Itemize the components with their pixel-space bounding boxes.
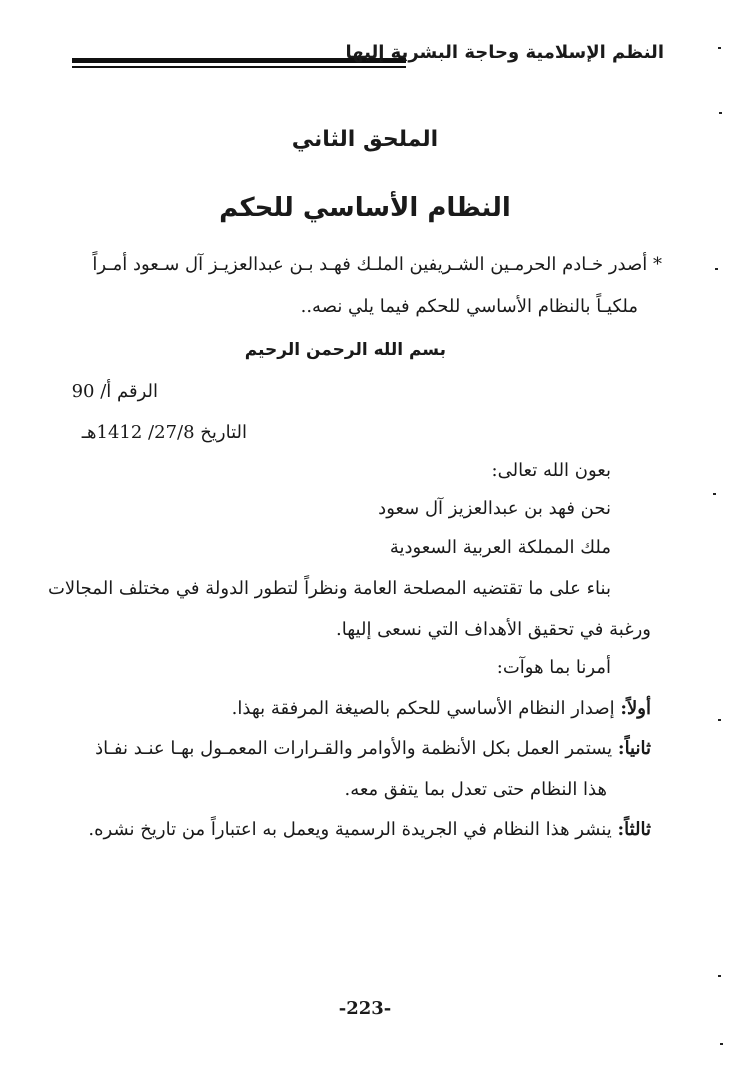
article-2 (95, 738, 651, 759)
margin-mark (718, 975, 721, 977)
header-rule-thin (72, 66, 406, 68)
margin-mark (720, 1043, 723, 1045)
article-2-text: يستمر العمل بكل الأنظمة والأوامر والقـرارات المعمـول بهـا عنـد نفـاذ (95, 738, 618, 759)
running-header (72, 40, 664, 80)
bismillah: بسم الله الرحمن الرحيم (244, 340, 446, 360)
page-number: -223- (338, 998, 392, 1019)
decree-date: التاريخ 27/8/ 1412هـ (81, 422, 247, 443)
preamble-line-1: بعون الله تعالى: (491, 460, 611, 481)
margin-mark (718, 47, 721, 49)
margin-mark (715, 268, 718, 270)
system-title: النظام الأساسي للحكم (219, 193, 511, 223)
preamble-line-6: أمرنا بما هوآت: (496, 657, 611, 678)
article-3-text: ينشر هذا النظام في الجريدة الرسمية ويعمل به اعتباراً من تاريخ نشره. (88, 819, 618, 840)
intro-line-2: ملكيـاً بالنظام الأساسي للحكم فيما يلي نصه.. (300, 296, 638, 317)
preamble-line-5: ورغبة في تحقيق الأهداف التي نسعى إليها. (336, 619, 651, 640)
article-2-label: ثانياً: (617, 738, 651, 759)
margin-mark (718, 719, 721, 721)
decree-number: الرقم أ/ 90 (71, 381, 158, 402)
header-title: النظم الإسلامية وحاجة البشرية إليها (345, 42, 664, 63)
preamble-line-2: نحن فهد بن عبدالعزيز آل سعود (378, 498, 611, 519)
article-3-label: ثالثاً: (617, 819, 651, 840)
preamble-line-3: ملك المملكة العربية السعودية (389, 537, 611, 558)
preamble-line-4: بناء على ما تقتضيه المصلحة العامة ونظراً لتطور الدولة في مختلف المجالات (47, 578, 611, 599)
article-3 (88, 819, 651, 840)
article-1-text: إصدار النظام الأساسي للحكم بالصيغة المرفقة بهذا. (231, 698, 621, 719)
intro-line-1: * أصدر خـادم الحرمـين الشـريفين الملـك فهـد بـن عبدالعزيـز آل سـعود أمـراً (92, 254, 662, 275)
article-2-continuation: هذا النظام حتى تعدل بما يتفق معه. (344, 779, 607, 800)
margin-mark (719, 112, 722, 114)
article-1 (232, 698, 651, 719)
appendix-title: الملحق الثاني (291, 127, 439, 152)
article-1-label: أولاً: (620, 698, 651, 719)
margin-mark (713, 493, 716, 495)
